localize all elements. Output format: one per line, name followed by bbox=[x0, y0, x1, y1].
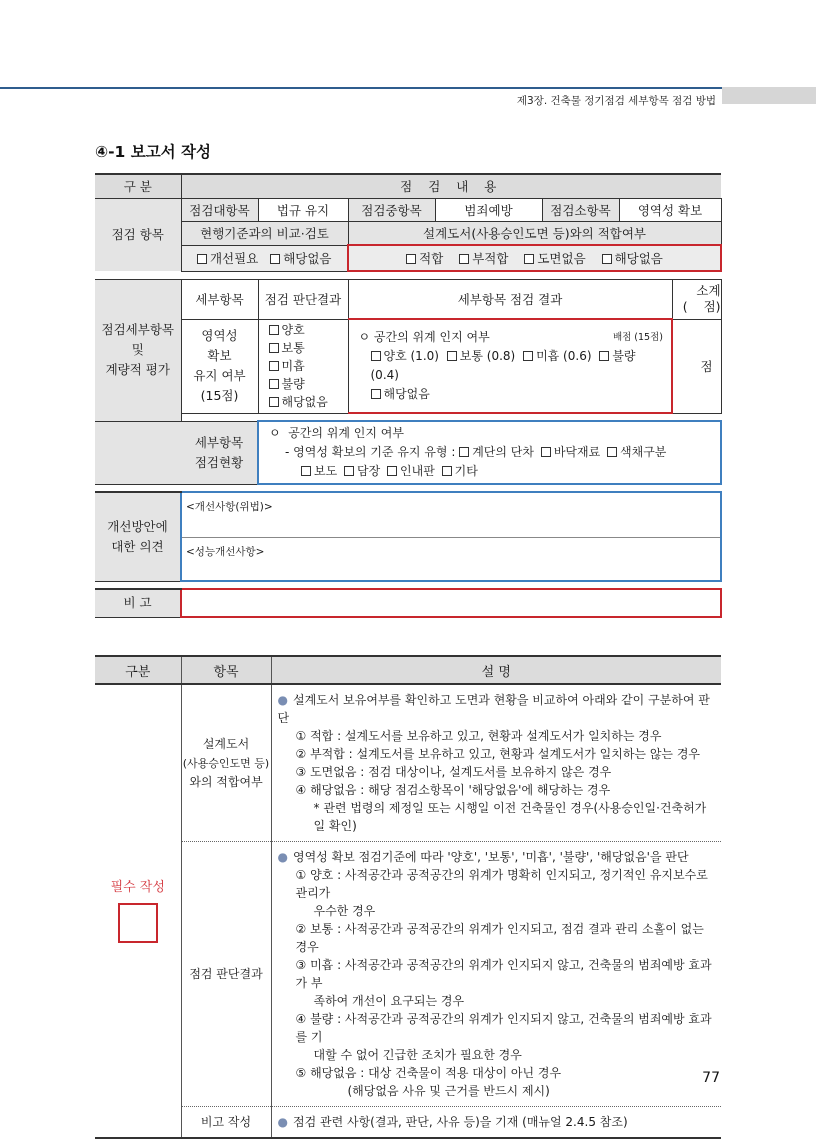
desc-line: ④ 불량 : 사적공간과 공적공간의 위계가 인지되지 않고, 건축물의 범죄예방 효과를 기 bbox=[295, 1012, 712, 1044]
bullet-icon: ● bbox=[277, 693, 288, 707]
fit-options bbox=[348, 245, 721, 271]
guide-item-fit bbox=[181, 684, 271, 842]
judge-options bbox=[258, 319, 348, 413]
plan-performance[interactable] bbox=[181, 537, 721, 581]
inspect-item-row bbox=[95, 198, 721, 221]
fit-label: 설계도서(사용승인도면 등)와의 적합여부 bbox=[348, 221, 721, 245]
option-label: 인내판 bbox=[400, 464, 435, 478]
middle-item-value: 범죄예방 bbox=[435, 198, 542, 221]
plan-row-violation bbox=[95, 492, 721, 537]
desc-line: (해당없음 사유 및 근거를 반드시 제시) bbox=[347, 1084, 550, 1098]
guide-head-desc: 설 명 bbox=[271, 656, 721, 684]
col-label-category: 구 분 bbox=[95, 174, 181, 198]
subtotal-label: 소계 bbox=[696, 283, 721, 298]
checkbox[interactable] bbox=[387, 466, 397, 476]
middle-item-label: 점검중항목 bbox=[348, 198, 435, 221]
option-label: 미흡 (0.6) bbox=[536, 349, 592, 363]
sub-item-line: 확보 bbox=[207, 348, 232, 363]
plan-label-line: 대한 의견 bbox=[111, 538, 164, 554]
subtotal-point: 점 bbox=[700, 359, 713, 374]
subtotal-head bbox=[672, 279, 721, 319]
report-form-table bbox=[95, 173, 722, 618]
form-header-row bbox=[95, 174, 721, 198]
detail-label-line: 계량적 평가 bbox=[105, 362, 170, 377]
header-rule bbox=[0, 87, 816, 89]
checkbox[interactable] bbox=[269, 325, 279, 335]
option-label: 해당없음 bbox=[281, 395, 328, 409]
item-line: (사용승인도면 등) bbox=[182, 756, 270, 770]
compare-header-row bbox=[95, 221, 721, 245]
desc-line: 족하여 개선이 요구되는 경우 bbox=[313, 994, 465, 1008]
must-write-label: 필수 작성 bbox=[110, 880, 165, 895]
checkbox[interactable] bbox=[269, 379, 279, 389]
guide-row-remark bbox=[95, 1107, 721, 1139]
option-label: 기타 bbox=[454, 464, 478, 478]
chapter-tab bbox=[722, 87, 816, 104]
option-label: 색채구분 bbox=[620, 445, 667, 459]
detail-header-row bbox=[95, 279, 721, 319]
option-label: 담장 bbox=[357, 464, 381, 478]
detail-label-line: 및 bbox=[131, 342, 144, 357]
compare-label: 현행기준과의 비교·검토 bbox=[181, 221, 348, 245]
must-write-cell bbox=[95, 684, 181, 1138]
desc-line: 설계도서 보유여부를 확인하고 도면과 현황을 비교하여 아래와 같이 구분하여 판단 bbox=[277, 693, 710, 725]
sub-item-line: (15점) bbox=[200, 388, 239, 403]
checkbox[interactable] bbox=[459, 447, 469, 457]
subtotal-unit: ( 점) bbox=[682, 299, 721, 314]
status-title: ㅇ 공간의 위계 인지 여부 bbox=[269, 426, 404, 440]
guide-desc-fit bbox=[271, 684, 721, 842]
sub-item-head: 세부항목 bbox=[181, 279, 258, 319]
status-label-line: 세부항목 bbox=[194, 434, 244, 450]
plan-violation-label: <개선사항(위법)> bbox=[186, 501, 273, 513]
checkbox[interactable] bbox=[459, 254, 469, 264]
desc-line: ⑤ 해당없음 : 대상 건축물이 적용 대상이 아닌 경우 bbox=[295, 1066, 562, 1080]
major-item-label: 점검대항목 bbox=[181, 198, 258, 221]
desc-line: ② 보통 : 사적공간과 공적공간의 위계가 인지되고, 점검 결과 관리 소홀이 없는 경우 bbox=[295, 922, 704, 954]
guide-desc-remark bbox=[271, 1107, 721, 1139]
chapter-title: 제3장. 건축물 정기점검 세부항목 점검 방법 bbox=[516, 95, 716, 107]
checkbox[interactable] bbox=[524, 254, 534, 264]
sub-item-name bbox=[181, 319, 258, 413]
option-label: 보통 bbox=[281, 341, 305, 355]
guide-head-category: 구분 bbox=[95, 656, 181, 684]
bullet-icon: ● bbox=[277, 1115, 288, 1129]
result-detail bbox=[348, 319, 672, 413]
compare-options bbox=[181, 245, 348, 271]
checkbox[interactable] bbox=[541, 447, 551, 457]
result-score: 배점 (15점) bbox=[612, 332, 663, 343]
option-label: 양호 (1.0) bbox=[383, 349, 439, 363]
status-label-spacer bbox=[95, 421, 181, 484]
desc-line: 영역성 확보 점검기준에 따라 '양호', '보통', '미흡', '불량', '해당없음'을 판단 bbox=[292, 850, 689, 864]
checkbox[interactable] bbox=[442, 466, 452, 476]
item-line: 와의 적합여부 bbox=[189, 774, 263, 789]
checkbox[interactable] bbox=[607, 447, 617, 457]
detail-body-row bbox=[95, 319, 721, 413]
status-line: - 영역성 확보의 기준 유지 유형 : bbox=[285, 445, 456, 459]
status-label-line: 점검현황 bbox=[194, 454, 244, 470]
detail-label-line: 점검세부항목 bbox=[101, 322, 174, 337]
checkbox[interactable] bbox=[599, 351, 609, 361]
checkbox[interactable] bbox=[269, 343, 279, 353]
checkbox[interactable] bbox=[371, 351, 381, 361]
desc-line: ① 양호 : 사적공간과 공적공간의 위계가 명확히 인지되고, 정기적인 유지보수로 관리가 bbox=[295, 868, 708, 900]
guide-item-remark: 비고 작성 bbox=[181, 1107, 271, 1139]
result-title: ㅇ 공간의 위계 인지 여부 bbox=[358, 330, 490, 344]
option-label: 해당없음 bbox=[614, 251, 663, 266]
detail-eval-label bbox=[95, 279, 181, 421]
option-label: 해당없음 bbox=[283, 251, 332, 266]
option-label: 바닥재료 bbox=[553, 445, 601, 459]
checkbox[interactable] bbox=[270, 254, 280, 264]
remark-row bbox=[95, 589, 721, 617]
guide-desc-judge bbox=[271, 842, 721, 1107]
section-title: ④-1 보고서 작성 bbox=[95, 143, 211, 161]
desc-line: 점검 관련 사항(결과, 판단, 사유 등)을 기재 (매뉴얼 2.4.5 참조) bbox=[292, 1115, 628, 1129]
option-label: 보통 (0.8) bbox=[459, 349, 516, 363]
result-head: 세부항목 점검 결과 bbox=[348, 279, 672, 319]
desc-line: ④ 해당없음 : 해당 점검소항목이 '해당없음'에 해당하는 경우 bbox=[295, 783, 611, 797]
checkbox[interactable] bbox=[406, 254, 416, 264]
guide-table bbox=[95, 655, 721, 1139]
sub-item-line: 유지 여부 bbox=[193, 368, 246, 383]
desc-line: ② 부적합 : 설계도서를 보유하고 있고, 현황과 설계도서가 일치하는 않는 경우 bbox=[295, 747, 701, 761]
guide-header-row bbox=[95, 656, 721, 684]
checkbox[interactable] bbox=[301, 466, 311, 476]
option-label: 보도 bbox=[314, 464, 338, 478]
status-row bbox=[95, 421, 721, 484]
remark-field[interactable] bbox=[181, 589, 721, 617]
desc-line: ① 적합 : 설계도서를 보유하고 있고, 현황과 설계도서가 일치하는 경우 bbox=[295, 729, 662, 743]
desc-line: * 관련 법령의 제정일 또는 시행일 이전 건축물인 경우(사용승인일·건축허가일 확인) bbox=[313, 801, 707, 833]
desc-line: ③ 미흡 : 사적공간과 공적공간의 위계가 인지되지 않고, 건축물의 범죄예방 효과가 부 bbox=[295, 958, 712, 990]
checkbox[interactable] bbox=[371, 389, 381, 399]
item-line: 설계도서 bbox=[202, 736, 250, 751]
plan-row-performance bbox=[95, 537, 721, 581]
option-label: 불량 bbox=[281, 377, 305, 391]
checkbox[interactable] bbox=[523, 351, 533, 361]
desc-line: 대할 수 없어 긴급한 조치가 필요한 경우 bbox=[313, 1048, 522, 1062]
minor-item-label: 점검소항목 bbox=[542, 198, 619, 221]
plan-label bbox=[95, 492, 181, 581]
plan-label-line: 개선방안에 bbox=[107, 518, 168, 534]
desc-line: 우수한 경우 bbox=[313, 904, 376, 918]
guide-row-fit bbox=[95, 684, 721, 842]
checkbox[interactable] bbox=[602, 254, 612, 264]
bullet-icon: ● bbox=[277, 850, 288, 864]
major-item-value: 법규 유지 bbox=[258, 198, 348, 221]
remark-label: 비 고 bbox=[95, 589, 181, 617]
checkbox[interactable] bbox=[269, 361, 279, 371]
checkbox[interactable] bbox=[447, 351, 457, 361]
desc-line: ③ 도면없음 : 점검 대상이나, 설계도서를 보유하지 않은 경우 bbox=[295, 765, 612, 779]
sub-item-line: 영역성 bbox=[201, 328, 238, 343]
checkbox[interactable] bbox=[197, 254, 207, 264]
must-write-box bbox=[118, 903, 158, 943]
inspect-item-label: 점검 항목 bbox=[95, 198, 181, 271]
guide-item-judge: 점검 판단결과 bbox=[181, 842, 271, 1107]
col-label-content: 점 검 내 용 bbox=[181, 174, 721, 198]
option-label: 개선필요 bbox=[209, 251, 259, 266]
option-label: 부적합 bbox=[472, 251, 509, 266]
option-label: 계단의 단차 bbox=[472, 445, 534, 459]
guide-head-item: 항목 bbox=[181, 656, 271, 684]
status-content bbox=[258, 421, 721, 484]
option-label: 불량 (0.4) bbox=[370, 349, 636, 382]
checkbox[interactable] bbox=[269, 397, 279, 407]
minor-item-value: 영역성 확보 bbox=[619, 198, 721, 221]
subtotal-value bbox=[672, 319, 721, 413]
plan-violation[interactable] bbox=[181, 492, 721, 537]
status-label bbox=[181, 421, 258, 484]
guide-row-judge bbox=[95, 842, 721, 1107]
plan-performance-label: <성능개선사항> bbox=[186, 545, 265, 558]
option-label: 양호 bbox=[281, 323, 305, 337]
checkbox[interactable] bbox=[344, 466, 354, 476]
option-label: 적합 bbox=[419, 251, 444, 266]
option-label: 해당없음 bbox=[383, 387, 430, 401]
compare-options-row bbox=[95, 245, 721, 271]
page-number: 77 bbox=[702, 1070, 720, 1086]
judge-head: 점검 판단결과 bbox=[258, 279, 348, 319]
option-label: 도면없음 bbox=[537, 251, 586, 266]
option-label: 미흡 bbox=[281, 359, 305, 373]
